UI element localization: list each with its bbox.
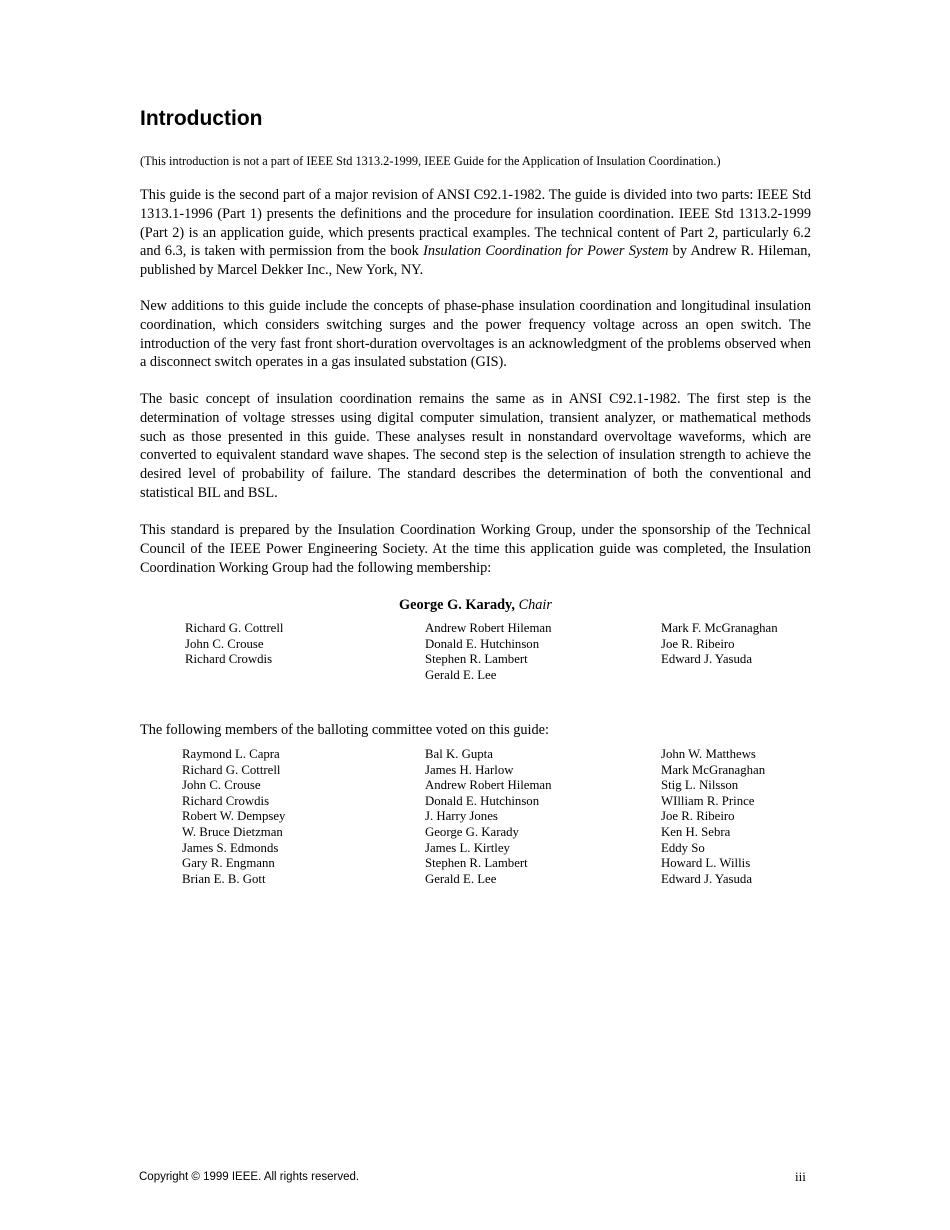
member-name: Richard Crowdis	[185, 652, 273, 667]
working-group-column-2	[425, 621, 552, 683]
introduction-note: (This introduction is not a part of IEEE Std 1313.2-1999, IEEE Guide for the Application of Insulation Coordination.)	[140, 154, 721, 168]
chair-line	[140, 596, 811, 614]
member-name: James S. Edmonds	[182, 840, 279, 855]
member-name: Edward J. Yasuda	[661, 871, 752, 886]
member-name: Brian E. B. Gott	[182, 871, 266, 886]
member-name: John C. Crouse	[182, 778, 261, 793]
paragraph-1	[140, 186, 811, 280]
member-name: Andrew Robert Hileman	[425, 778, 552, 793]
member-name: Bal K. Gupta	[425, 747, 493, 761]
copyright-notice: Copyright © 1999 IEEE. All rights reserved.	[139, 1171, 360, 1183]
paragraph-4: This standard is prepared by the Insulation Coordination Working Group, under the sponsorship of the Technical Council of the IEEE Power Engineering Society. At the time this application guide was completed, the Insulation Coordination Working Group had the following membership:	[140, 522, 811, 576]
member-name: Ken H. Sebra	[661, 824, 731, 839]
member-name: Mark McGranaghan	[661, 762, 766, 777]
paragraph-5: The following members of the balloting committee voted on this guide:	[140, 722, 549, 738]
chair-name: George G. Karady,	[399, 597, 515, 613]
member-name: James L. Kirtley	[425, 840, 510, 855]
page-number: iii	[795, 1169, 806, 1184]
member-name: Raymond L. Capra	[182, 747, 280, 761]
member-name: John W. Matthews	[661, 747, 756, 761]
chair-role: Chair	[518, 597, 552, 613]
member-name: Gary R. Engmann	[182, 856, 275, 871]
member-name: John C. Crouse	[185, 636, 264, 651]
member-name: Donald E. Hutchinson	[425, 636, 540, 651]
member-name: Richard G. Cottrell	[182, 762, 281, 777]
member-name: Eddy So	[661, 840, 705, 855]
paragraph-1-text-after: by Andrew R. Hileman, published by Marcel Dekker Inc., New York, NY.	[140, 243, 811, 279]
member-name: Mark F. McGranaghan	[661, 621, 778, 635]
member-name: Richard Crowdis	[182, 793, 270, 808]
member-name: Gerald E. Lee	[425, 667, 497, 682]
member-name: Howard L. Willis	[661, 856, 751, 871]
member-name: Donald E. Hutchinson	[425, 793, 540, 808]
member-name: Andrew Robert Hileman	[425, 621, 552, 635]
working-group-column-3	[661, 621, 778, 668]
member-name: Stephen R. Lambert	[425, 856, 528, 871]
book-title: Insulation Coordination for Power System	[423, 243, 669, 260]
balloting-committee-column-2	[425, 747, 552, 887]
page-title: Introduction	[140, 107, 263, 130]
member-name: J. Harry Jones	[425, 809, 498, 824]
member-name: Joe R. Ribeiro	[661, 809, 735, 824]
balloting-committee-column-1	[182, 747, 285, 887]
member-name: Edward J. Yasuda	[661, 652, 752, 667]
member-name: Gerald E. Lee	[425, 871, 497, 886]
working-group-column-1	[185, 621, 283, 668]
paragraph-2: New additions to this guide include the concepts of phase-phase insulation coordination and longitudinal insulation coordination, which considers switching surges and the power frequency voltage across an open switch. The introduction of the very fast front short-duration overvoltages is an acknowledgment of the problems observed when a disconnect switch operates in a gas insulated substation (GIS).	[140, 298, 811, 371]
member-name: W. Bruce Dietzman	[182, 824, 283, 839]
member-name: Stephen R. Lambert	[425, 652, 528, 667]
member-name: James H. Harlow	[425, 762, 514, 777]
member-name: Joe R. Ribeiro	[661, 636, 735, 651]
member-name: Stig L. Nilsson	[661, 778, 739, 793]
paragraph-1-text-before: This guide is the second part of a major revision of ANSI C92.1-1982. The guide is divided into two parts: IEEE Std 1313.1-1996 (Part 1) presents the definitions and the procedure for insulation coordination. IEEE Std 1313.2-1999 (Part 2) is an application guide, which presents practical examples. The technical content of Part 2, particularly 6.2 and 6.3, is taken with permission from the book	[140, 187, 811, 260]
member-name: WIlliam R. Prince	[661, 793, 755, 808]
member-name: Richard G. Cottrell	[185, 621, 284, 635]
balloting-committee-column-3	[661, 747, 765, 887]
member-name: Robert W. Dempsey	[182, 809, 286, 824]
paragraph-3: The basic concept of insulation coordination remains the same as in ANSI C92.1-1982. The first step is the determination of voltage stresses using digital computer simulation, transient analyzer, or mathematical methods such as those presented in this guide. These analyses result in nonstandard overvoltage waveforms, which are converted to equivalent standard wave shapes. The second step is the selection of insulation strength to achieve the desired level of probability of failure. The standard describes the determination of both the conventional and statistical BIL and BSL.	[140, 391, 811, 501]
member-name: George G. Karady	[425, 824, 519, 839]
